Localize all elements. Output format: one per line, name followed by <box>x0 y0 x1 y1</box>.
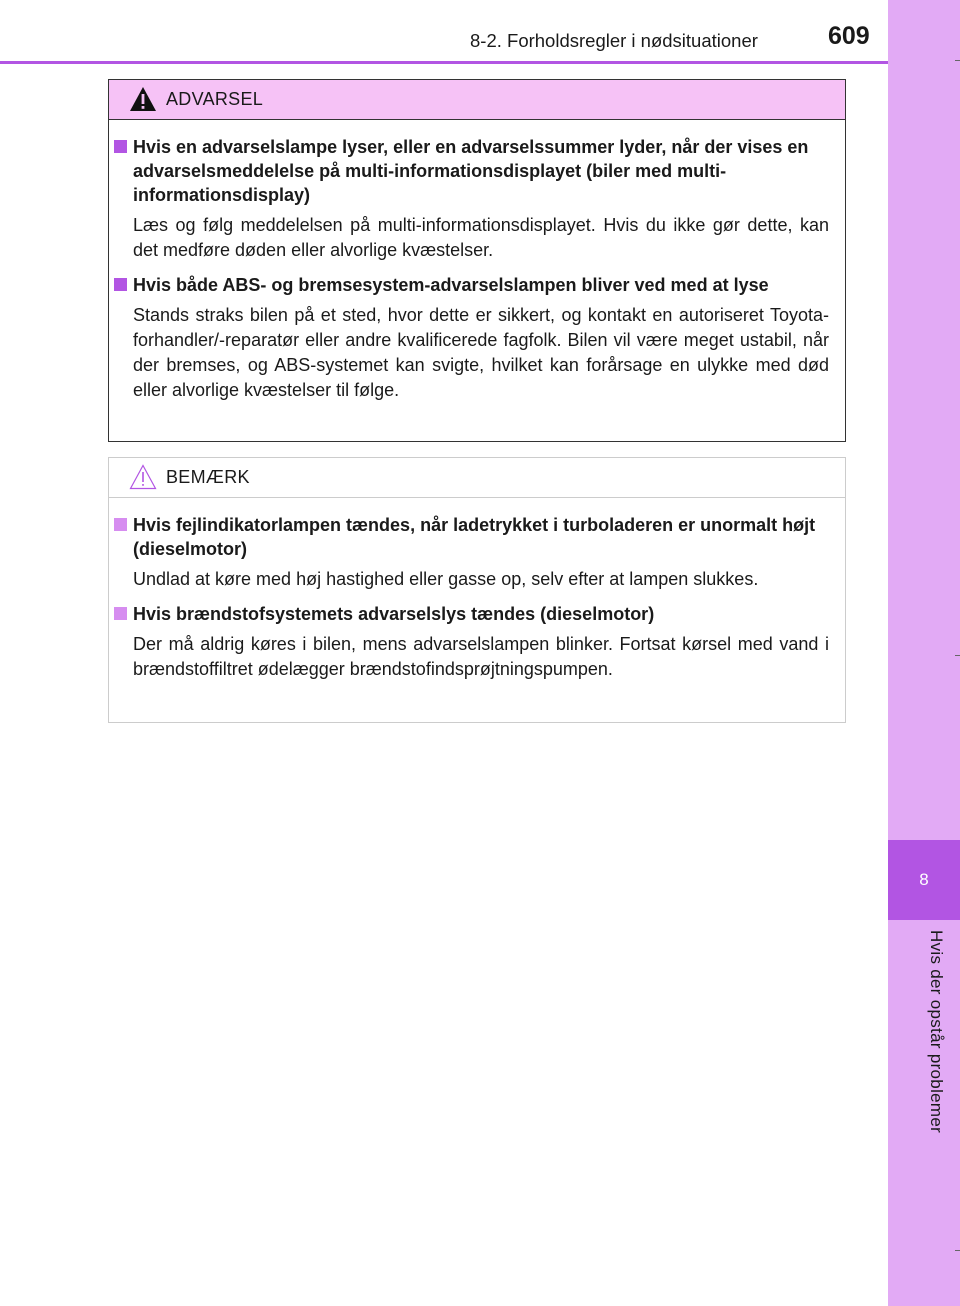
note-box-body <box>109 498 845 682</box>
note-item-text: Der må aldrig køres i bilen, mens advarselslampen blinker. Fortsat kørsel med vand i brændstoffiltret ødelægger brændstofindsprøjtningspumpen. <box>133 634 829 679</box>
warning-item-text: Læs og følg meddelelsen på multi-informationsdisplayet. Hvis du ikke gør dette, kan det medføre døden eller alvorlige kvæstelser. <box>133 215 829 260</box>
chapter-number-tab <box>888 840 960 920</box>
section-title: 8-2. Forholdsregler i nødsituationer <box>470 30 758 51</box>
note-item-heading: Hvis brændstofsystemets advarselslys tændes (dieselmotor) <box>133 602 829 626</box>
warning-triangle-filled-icon <box>129 86 157 112</box>
warning-box-body <box>109 120 845 403</box>
bullet-square-icon <box>114 518 127 531</box>
bullet-square-icon <box>114 140 127 153</box>
note-box-header <box>109 458 845 498</box>
note-item-heading: Hvis fejlindikatorlampen tændes, når ladetrykket i turboladeren er unormalt højt (dieselmotor) <box>133 513 829 561</box>
header-rule <box>0 61 888 64</box>
page-number: 609 <box>828 22 870 50</box>
chapter-label: Hvis der opstår problemer <box>927 930 946 1134</box>
note-item-text: Undlad at køre med høj hastighed eller gasse op, selv efter at lampen slukkes. <box>133 569 759 589</box>
warning-item-heading: Hvis både ABS- og bremsesystem-advarselslampen bliver ved med at lyse <box>133 273 829 297</box>
chapter-number: 8 <box>919 870 929 889</box>
sidebar-tick <box>955 655 960 656</box>
caution-triangle-outline-icon <box>129 464 157 490</box>
warning-item-heading: Hvis en advarselslampe lyser, eller en advarselssummer lyder, når der vises en advarselsmeddelelse på multi-informationsdisplayet (biler med multi-informationsdisplay) <box>133 135 829 207</box>
sidebar-tick <box>955 1250 960 1251</box>
sidebar-tick <box>955 60 960 61</box>
note-box-title: BEMÆRK <box>166 467 250 487</box>
warning-box <box>108 79 846 442</box>
warning-box-header <box>109 80 845 120</box>
bullet-square-icon <box>114 607 127 620</box>
warning-item-text: Stands straks bilen på et sted, hvor dette er sikkert, og kontakt en autoriseret Toyota-forhandler/-reparatør eller andre kvalificerede fagfolk. Bilen vil være meget ustabil, når der bremses, og ABS-systemet kan svigte, hvilket kan forårsage en ulykke med død eller alvorlige kvæstelser til følge. <box>133 305 829 400</box>
note-box <box>108 457 846 723</box>
bullet-square-icon <box>114 278 127 291</box>
warning-box-title: ADVARSEL <box>166 89 264 109</box>
